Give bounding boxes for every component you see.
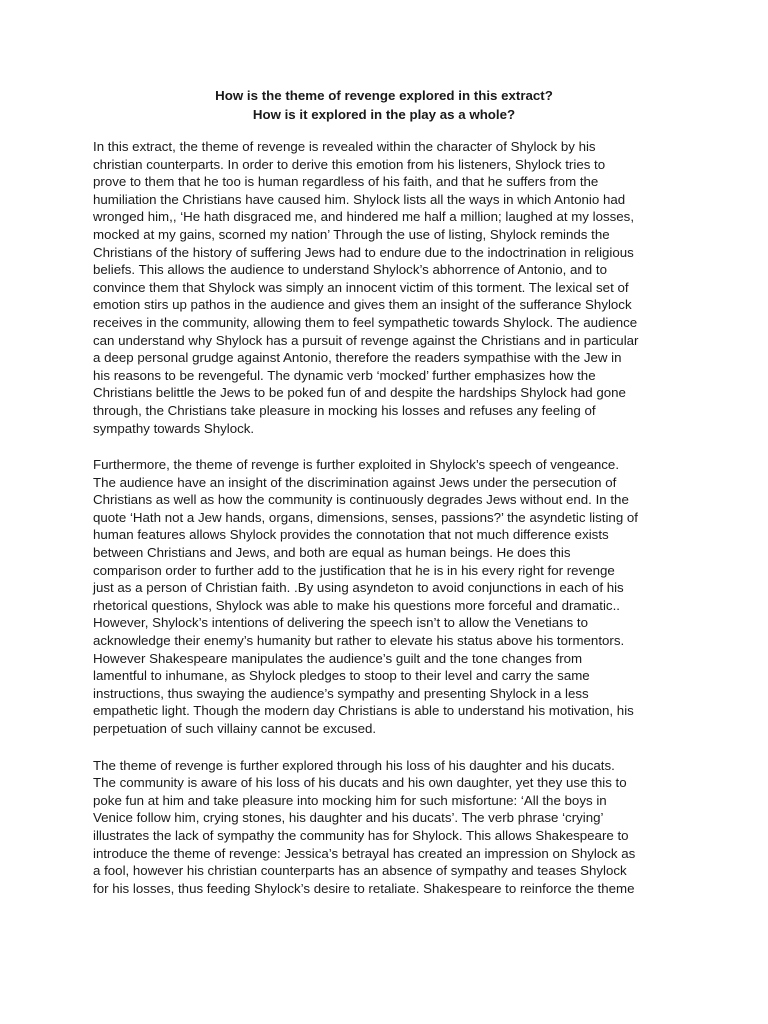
paragraph-line: beliefs. This allows the audience to understand Shylock’s abhorrence of Antonio, and to	[93, 262, 607, 278]
paragraph-line: acknowledge their enemy’s humanity but rather to elevate his status above his tormentors.	[93, 633, 625, 649]
paragraph-line: sympathy towards Shylock.	[93, 420, 255, 436]
title-line-2: How is it explored in the play as a whole?	[252, 107, 516, 122]
paragraph-line: between Christians and Jews, and both are equal as human beings. He does this	[93, 545, 571, 561]
paragraph-line: The theme of revenge is further explored through his loss of his daughter and his ducats.	[93, 757, 615, 773]
paragraph-line: comparison order to further add to the justification that he is in his every right for revenge	[93, 562, 615, 578]
paragraph-line: empathetic light. Though the modern day Christians is able to understand his motivation, his	[93, 703, 634, 719]
paragraph-line: Venice follow him, crying stones, his daughter and his ducats’. The verb phrase ‘crying’	[93, 810, 604, 826]
paragraph-line: for his losses, thus feeding Shylock’s desire to retaliate. Shakespeare to reinforce the theme	[93, 880, 635, 896]
paragraph-line: a deep personal grudge against Antonio, therefore the readers sympathise with the Jew in	[93, 350, 622, 366]
paragraph-line: instructions, thus swaying the audience’s sympathy and presenting Shylock in a less	[93, 685, 589, 701]
paragraph-line: In this extract, the theme of revenge is revealed within the character of Shylock by his	[93, 139, 596, 154]
document-title	[0, 86, 768, 124]
paragraph-line: quote ‘Hath not a Jew hands, organs, dimensions, senses, passions?’ the asyndetic listing of	[93, 509, 638, 525]
paragraph-line: introduce the theme of revenge: Jessica’s betrayal has created an impression on Shylock as	[93, 845, 636, 861]
paragraph-line: Christians belittle the Jews to be poked fun of and despite the hardships Shylock had gone	[93, 385, 626, 401]
title-line-1: How is the theme of revenge explored in this extract?	[215, 88, 553, 103]
paragraph-line: human features allows Shylock provides the connotation that not much difference exists	[93, 527, 609, 543]
paragraph-line: convince them that Shylock was simply an innocent victim of this torment. The lexical set of	[93, 279, 629, 295]
paragraph-line: wronged him,, ‘He hath disgraced me, and hindered me half a million; laughed at my losses,	[93, 209, 635, 225]
paragraph-line: rhetorical questions, Shylock was able to make his questions more forceful and dramatic..	[93, 597, 620, 613]
paragraph-line: However Shakespeare manipulates the audience’s guilt and the tone changes from	[93, 650, 583, 666]
paragraph-line: his reasons to be revengeful. The dynamic verb ‘mocked’ further emphasizes how the	[93, 367, 596, 383]
paragraph-line: illustrates the lack of sympathy the community has for Shylock. This allows Shakespeare to	[93, 827, 629, 843]
essay-paragraph-3	[93, 757, 693, 898]
paragraph-line: through, the Christians take pleasure in mocking his losses and refuses any feeling of	[93, 402, 596, 418]
paragraph-line: Christians as well as how the community is continuously degrades Jews without end. In the	[93, 492, 629, 508]
paragraph-line: prove to them that he too is human regardless of his faith, and that he suffers from the	[93, 174, 599, 190]
paragraph-line: a fool, however his christian counterparts has an absence of sympathy and teases Shylock	[93, 863, 627, 879]
paragraph-line: humiliation the Christians have caused him. Shylock lists all the ways in which Antonio had	[93, 191, 626, 207]
paragraph-line: The community is aware of his loss of his ducats and his own daughter, yet they use this to	[93, 775, 627, 791]
paragraph-line: can understand why Shylock has a pursuit of revenge against the Christians and in particular	[93, 332, 639, 348]
paragraph-line: christian counterparts. In order to derive this emotion from his listeners, Shylock tries to	[93, 156, 606, 172]
paragraph-line: just as a person of Christian faith. .By using asyndeton to avoid conjunctions in each of his	[93, 580, 624, 596]
essay-paragraph-2	[93, 456, 693, 738]
paragraph-line: mocked at my gains, scorned my nation’ Through the use of listing, Shylock reminds the	[93, 226, 610, 242]
essay-paragraph-1	[93, 138, 693, 437]
paragraph-line: Furthermore, the theme of revenge is further exploited in Shylock’s speech of vengeance.	[93, 457, 620, 473]
paragraph-line: The audience have an insight of the discrimination against Jews under the persecution of	[93, 474, 617, 490]
paragraph-line: Christians of the history of suffering Jews had to endure due to the indoctrination in religious	[93, 244, 634, 260]
paragraph-line: lamentful to inhumane, as Shylock pledges to stoop to their level and carry the same	[93, 668, 590, 684]
paragraph-line: However, Shylock’s intentions of delivering the speech isn’t to allow the Venetians to	[93, 615, 588, 631]
paragraph-line: perpetuation of such villainy cannot be excused.	[93, 721, 377, 736]
essay-body	[93, 138, 693, 916]
paragraph-line: emotion stirs up pathos in the audience and gives them an insight of the sufferance Shylock	[93, 297, 632, 313]
paragraph-line: poke fun at him and take pleasure into mocking him for such misfortune: ‘All the boys in	[93, 792, 607, 808]
paragraph-line: receives in the community, allowing them to feel sympathetic towards Shylock. The audience	[93, 314, 638, 330]
